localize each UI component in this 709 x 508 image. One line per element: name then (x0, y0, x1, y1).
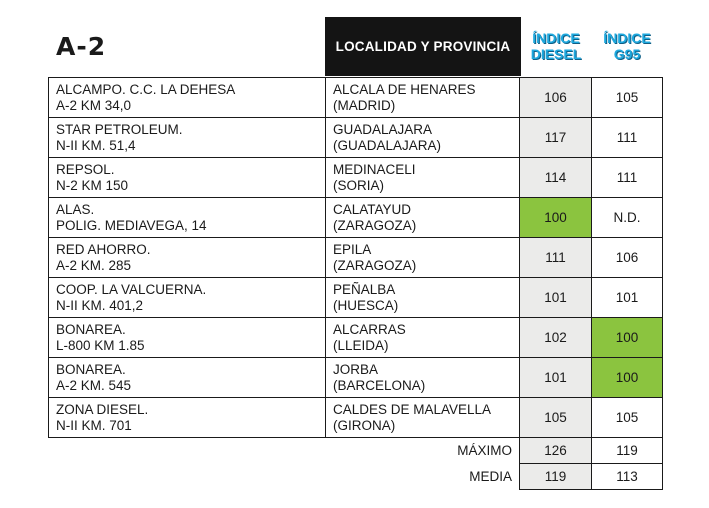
summary-avg-label-cell (49, 464, 520, 490)
station-cell (49, 358, 326, 398)
station-name: STAR PETROLEUM. (56, 121, 183, 137)
locality-cell (326, 358, 520, 398)
table-row (49, 358, 663, 398)
g95-index-cell-best: 100 (592, 358, 663, 398)
route-title: A-2 (56, 32, 107, 61)
province-name: (MADRID) (333, 97, 396, 113)
station-cell (49, 398, 326, 438)
locality-name: ALCALA DE HENARES (333, 81, 476, 97)
station-name: COOP. LA VALCUERNA. (56, 281, 207, 297)
province-name: (HUESCA) (333, 297, 399, 313)
locality-name: EPILA (333, 241, 372, 257)
header-g95-line1: ÍNDICE (603, 30, 651, 46)
table-row (49, 78, 663, 118)
station-name: BONAREA. (56, 361, 126, 377)
station-address: A-2 KM. 285 (56, 257, 132, 273)
header-diesel-index (521, 30, 591, 62)
station-address: N-II KM. 401,2 (56, 297, 144, 313)
station-address: N-II KM. 51,4 (56, 137, 136, 153)
locality-cell (326, 158, 520, 198)
diesel-index-cell: 102 (520, 318, 592, 358)
station-cell (49, 198, 326, 238)
diesel-index-cell: 117 (520, 118, 592, 158)
summary-max-g95: 119 (592, 438, 663, 464)
station-address: N-II KM. 701 (56, 417, 132, 433)
table-row (49, 278, 663, 318)
station-address: A-2 KM. 545 (56, 377, 132, 393)
fuel-price-table (48, 77, 663, 490)
g95-index-cell: 111 (592, 158, 663, 198)
province-name: (LLEIDA) (333, 337, 389, 353)
summary-row-avg (49, 464, 663, 490)
summary-avg-label: MEDIA (469, 468, 512, 484)
table-row (49, 158, 663, 198)
diesel-index-cell: 111 (520, 238, 592, 278)
diesel-index-cell: 106 (520, 78, 592, 118)
header-locality: LOCALIDAD Y PROVINCIA (325, 17, 521, 76)
summary-avg-diesel: 119 (520, 464, 592, 490)
station-name: ALAS. (56, 201, 95, 217)
g95-index-cell: 105 (592, 398, 663, 438)
station-name: ALCAMPO. C.C. LA DEHESA (56, 81, 236, 97)
province-name: (ZARAGOZA) (333, 217, 417, 233)
diesel-index-cell: 101 (520, 358, 592, 398)
province-name: (BARCELONA) (333, 377, 426, 393)
station-name: ZONA DIESEL. (56, 401, 149, 417)
locality-name: ALCARRAS (333, 321, 406, 337)
g95-index-cell: 111 (592, 118, 663, 158)
g95-index-cell: 101 (592, 278, 663, 318)
station-cell (49, 158, 326, 198)
table-row (49, 398, 663, 438)
locality-cell (326, 278, 520, 318)
header-diesel-line1: ÍNDICE (532, 30, 580, 46)
header-g95-line2: G95 (613, 46, 641, 62)
province-name: (GUADALAJARA) (333, 137, 442, 153)
g95-index-cell-best: 100 (592, 318, 663, 358)
g95-index-cell: 106 (592, 238, 663, 278)
station-cell (49, 118, 326, 158)
locality-cell (326, 398, 520, 438)
summary-avg-g95: 113 (592, 464, 663, 490)
summary-max-label-cell (49, 438, 520, 464)
station-name: RED AHORRO. (56, 241, 151, 257)
diesel-index-cell-best: 100 (520, 198, 592, 238)
table-row (49, 118, 663, 158)
table-row (49, 198, 663, 238)
header-g95-index (592, 30, 662, 62)
station-address: A-2 KM 34,0 (56, 97, 132, 113)
locality-name: MEDINACELI (333, 161, 416, 177)
locality-cell (326, 78, 520, 118)
diesel-index-cell: 105 (520, 398, 592, 438)
locality-name: GUADALAJARA (333, 121, 433, 137)
station-name: BONAREA. (56, 321, 126, 337)
header-diesel-line2: DIESEL (530, 46, 582, 62)
diesel-index-cell: 114 (520, 158, 592, 198)
province-name: (ZARAGOZA) (333, 257, 417, 273)
summary-max-diesel: 126 (520, 438, 592, 464)
summary-row-max (49, 438, 663, 464)
station-address: N-2 KM 150 (56, 177, 129, 193)
diesel-index-cell: 101 (520, 278, 592, 318)
table-row (49, 238, 663, 278)
locality-name: CALATAYUD (333, 201, 412, 217)
locality-name: PEÑALBA (333, 281, 396, 297)
station-name: REPSOL. (56, 161, 115, 177)
g95-index-cell: N.D. (592, 198, 663, 238)
g95-index-cell: 105 (592, 78, 663, 118)
station-cell (49, 278, 326, 318)
station-cell (49, 238, 326, 278)
locality-cell (326, 318, 520, 358)
locality-cell (326, 118, 520, 158)
station-cell (49, 78, 326, 118)
station-address: L-800 KM 1.85 (56, 337, 145, 353)
locality-name: JORBA (333, 361, 379, 377)
station-cell (49, 318, 326, 358)
province-name: (GIRONA) (333, 417, 396, 433)
province-name: (SORIA) (333, 177, 385, 193)
summary-max-label: MÁXIMO (457, 442, 512, 458)
locality-cell (326, 198, 520, 238)
locality-cell (326, 238, 520, 278)
table-row (49, 318, 663, 358)
station-address: POLIG. MEDIAVEGA, 14 (56, 217, 207, 233)
locality-name: CALDES DE MALAVELLA (333, 401, 492, 417)
